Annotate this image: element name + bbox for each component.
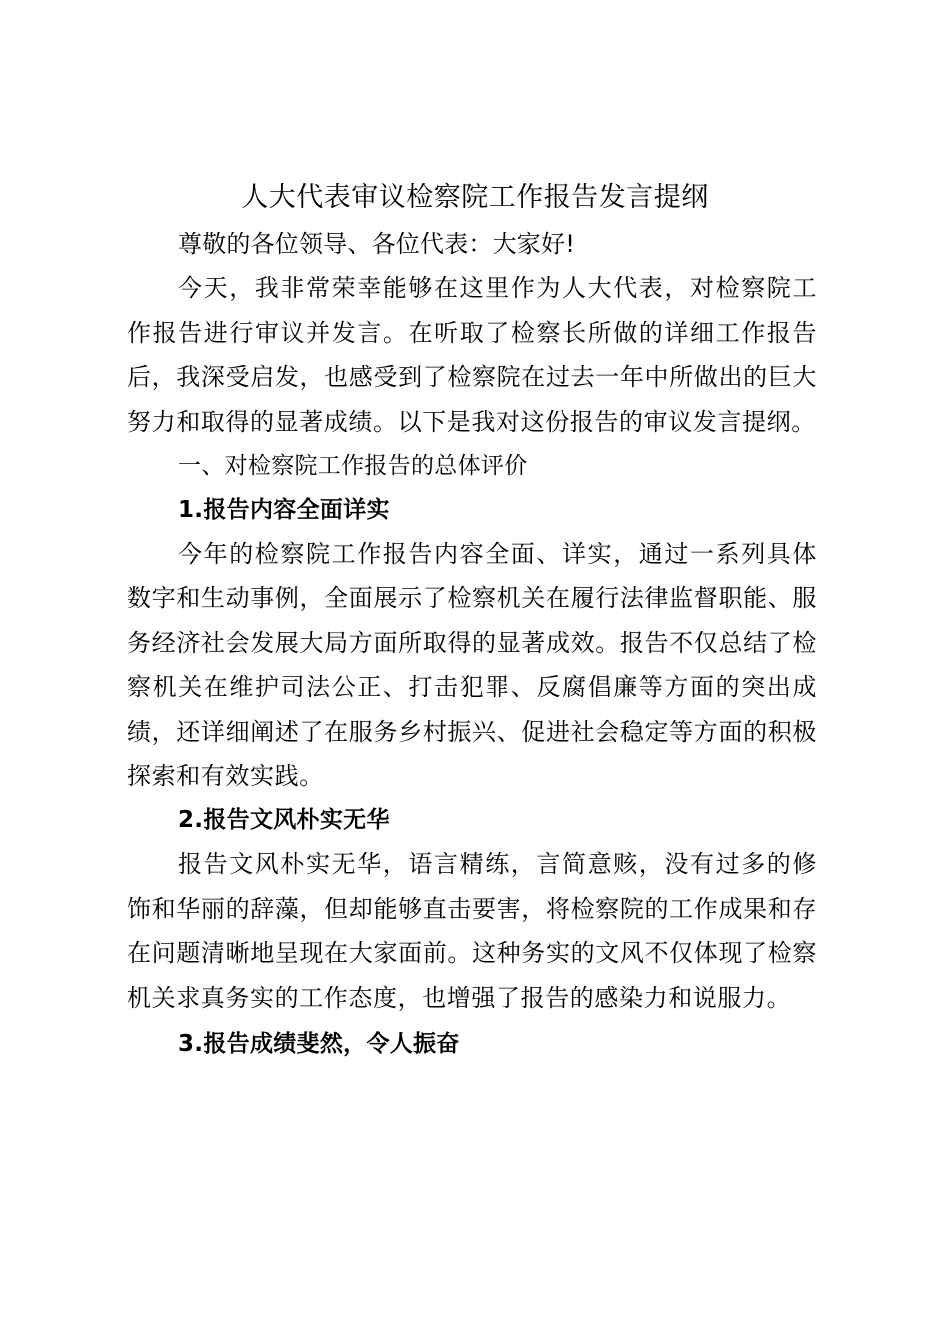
section-heading-1: 一、对检察院工作报告的总体评价 <box>178 453 528 480</box>
paragraph-1: 今年的检察院工作报告内容全面、详实，通过一系列具体数字和生动事例，全面展示了检察机关在履行法律监督职能、服务经济社会发展大局方面所取得的显著成效。报告不仅总结了检察机关在维护司法公正、打击犯罪、反腐倡廉等方面的突出成绩，还详细阐述了在服务乡村振兴、促进社会稳定等方面的积极探索和有效实践。 <box>127 540 817 791</box>
intro-paragraph: 今天，我非常荣幸能够在这里作为人大代表，对检察院工作报告进行审议并发言。在听取了检察长所做的详细工作报告后，我深受启发，也感受到了检察院在过去一年中所做出的巨大努力和取得的显著成绩。以下是我对这份报告的审议发言提纲。 <box>127 274 817 436</box>
paragraph-2: 报告文风朴实无华，语言精练，言简意赅，没有过多的修饰和华丽的辞藻，但却能够直击要害，将检察院的工作成果和存在问题清晰地呈现在大家面前。这种务实的文风不仅体现了检察机关求真务实的工作态度，也增强了报告的感染力和说服力。 <box>127 850 817 1012</box>
document-body <box>127 222 817 1066</box>
subheading-3: 3.报告成绩斐然，令人振奋 <box>178 1031 460 1058</box>
document-title: 人大代表审议检察院工作报告发言提纲 <box>241 182 709 213</box>
greeting-paragraph: 尊敬的各位领导、各位代表：大家好! <box>178 230 576 258</box>
subheading-1: 1.报告内容全面详实 <box>178 497 390 524</box>
subheading-2: 2.报告文风朴实无华 <box>178 807 390 834</box>
